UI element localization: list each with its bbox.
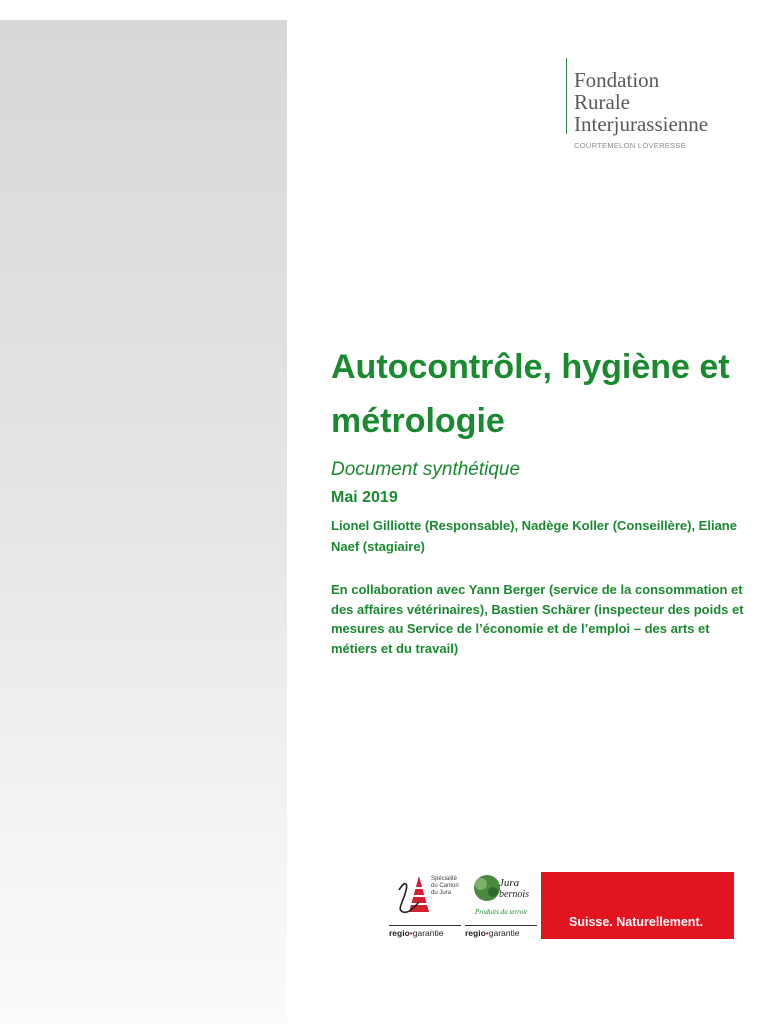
swiss-slogan: Suisse. Naturellement. bbox=[569, 915, 704, 929]
svg-text:Produits du terroir: Produits du terroir bbox=[475, 908, 528, 916]
regio-dot-icon: • bbox=[409, 928, 413, 938]
collaboration-note: En collaboration avec Yann Berger (service de la consommation et des affaires vétérinaires), Bastien Schärer (inspecteur des poids et mesures au Service de l’économie et de l’emploi – des arts et métiers et du travail) bbox=[331, 582, 744, 656]
logo-divider bbox=[566, 58, 567, 134]
garantie-word: garantie bbox=[488, 928, 520, 938]
jura-signature-icon bbox=[395, 872, 429, 918]
jura-specialite-logo bbox=[389, 868, 461, 942]
svg-text:Jura: Jura bbox=[499, 877, 520, 889]
publication-date: Mai 2019 bbox=[331, 489, 398, 506]
regio-dot-icon: • bbox=[485, 928, 489, 938]
jura-bernois-emblem-icon bbox=[469, 872, 533, 922]
regio-garantie-label bbox=[465, 928, 519, 938]
regio-garantie-label bbox=[389, 928, 443, 938]
regio-word: regio bbox=[465, 928, 486, 938]
logo-line-3: Interjurassienne bbox=[574, 112, 709, 136]
document-title: Autocontrôle, hygiène et métrologie bbox=[331, 348, 730, 440]
svg-text:bernois: bernois bbox=[499, 889, 529, 900]
logo-line-2: Rurale bbox=[574, 90, 630, 114]
regio-rule bbox=[465, 925, 537, 926]
regio-rule bbox=[389, 925, 461, 926]
fondation-rurale-logo bbox=[566, 56, 756, 156]
logo-line-1: Fondation bbox=[574, 68, 660, 92]
authors: Lionel Gilliotte (Responsable), Nadège Koller (Conseillère), Eliane Naef (stagiaire) bbox=[331, 518, 737, 554]
logo-locations: COURTEMELON LOVERESSE bbox=[574, 141, 687, 150]
jura-specialite-text: Spécialité du Canton du Jura bbox=[431, 876, 459, 896]
jura-bernois-logo bbox=[465, 868, 537, 942]
suisse-naturellement-banner bbox=[541, 872, 734, 939]
document-type: Document synthétique bbox=[331, 459, 521, 480]
decorative-sidebar bbox=[0, 20, 287, 1024]
regio-word: regio bbox=[389, 928, 410, 938]
garantie-word: garantie bbox=[412, 928, 444, 938]
